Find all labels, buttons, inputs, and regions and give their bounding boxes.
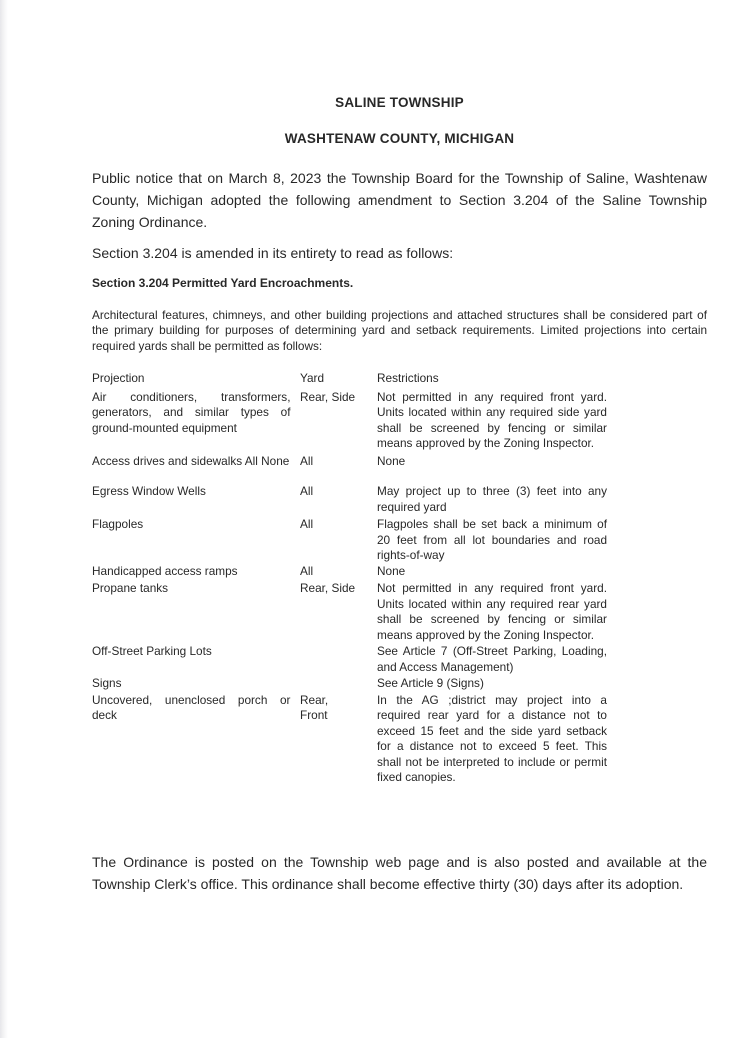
cell-yard: All <box>300 484 314 498</box>
table-row <box>92 454 607 470</box>
encroachments-table <box>92 371 607 786</box>
cell-projection: Off-Street Parking Lots <box>92 644 212 658</box>
amendment-line: Section 3.204 is amended in its entirety to read as follows: <box>92 245 454 261</box>
cell-yard: All <box>300 563 314 578</box>
document-subtitle: WASHTENAW COUNTY, MICHIGAN <box>284 131 515 146</box>
cell-restrictions: None <box>377 563 406 578</box>
cell-yard: All <box>300 453 314 468</box>
header-restrictions: Restrictions <box>377 371 439 385</box>
document-title: SALINE TOWNSHIP <box>335 95 464 110</box>
cell-restrictions: In the AG ;district may project into a required rear yard for a distance not to exceed 15 feet and the side yard setback for a distance not to exceed 5 feet. This shall not be interpreted to include or permit fixed canopies. <box>377 692 607 784</box>
cell-restrictions: See Article 9 (Signs) <box>377 676 484 690</box>
cell-restrictions: Flagpoles shall be set back a minimum of 20 feet from all lot boundaries and road rights-of-way <box>377 517 607 562</box>
table-row <box>92 693 607 786</box>
table-row <box>92 517 607 564</box>
table-row <box>92 644 607 675</box>
cell-projection: Signs <box>92 676 122 690</box>
intro-paragraph: Public notice that on March 8, 2023 the Township Board for the Township of Saline, Washtenaw County, Michigan adopted the following amendment to Section 3.204 of the Saline Township Zoning Ordinance. <box>92 170 707 230</box>
header-yard: Yard <box>300 371 325 385</box>
cell-projection: Propane tanks <box>92 581 169 595</box>
section-heading: Section 3.204 Permitted Yard Encroachments. <box>92 276 354 290</box>
table-row <box>92 676 607 692</box>
header-projection: Projection <box>92 371 145 385</box>
cell-yard: Rear, Front <box>300 692 329 722</box>
table-row <box>92 564 607 580</box>
page-left-edge <box>0 0 8 1038</box>
section-body-paragraph: Architectural features, chimneys, and other building projections and attached structures shall be considered part of the primary building for purposes of determining yard and setback requirements. Limited projections into certain required yards shall be permitted as follows: <box>92 307 707 353</box>
cell-projection: Flagpoles <box>92 517 144 531</box>
closing-paragraph: The Ordinance is posted on the Township web page and is also posted and available at the Township Clerk’s office. This ordinance shall become effective thirty (30) days after its adoption. <box>92 853 707 892</box>
table-header-row <box>92 371 607 387</box>
cell-restrictions: None <box>377 453 406 468</box>
cell-yard <box>300 644 358 675</box>
cell-projection: Handicapped access ramps <box>92 563 238 578</box>
cell-projection: Access drives and sidewalks All None <box>92 453 290 468</box>
cell-projection: Air conditioners, transformers, generators, and similar types of ground-mounted equipment <box>92 389 291 435</box>
table-row <box>92 484 607 515</box>
cell-yard <box>300 676 358 692</box>
cell-projection: Uncovered, unenclosed porch or deck <box>92 692 291 722</box>
cell-restrictions: Not permitted in any required front yard. Units located within any required rear yard shall be screened by fencing or similar means approved by the Zoning Inspector. <box>377 581 607 642</box>
document-page <box>92 0 707 895</box>
table-row <box>92 581 607 643</box>
cell-yard: Rear, Side <box>300 389 356 404</box>
cell-restrictions: See Article 7 (Off-Street Parking, Loading, and Access Management) <box>377 644 607 674</box>
cell-restrictions: Not permitted in any required front yard. Units located within any required side yard shall be screened by fencing or similar means approved by the Zoning Inspector. <box>377 389 607 450</box>
cell-yard: Rear, Side <box>300 581 356 595</box>
cell-restrictions: May project up to three (3) feet into any required yard <box>377 484 607 514</box>
cell-yard: All <box>300 517 314 531</box>
cell-projection: Egress Window Wells <box>92 484 206 498</box>
table-row <box>92 390 607 452</box>
